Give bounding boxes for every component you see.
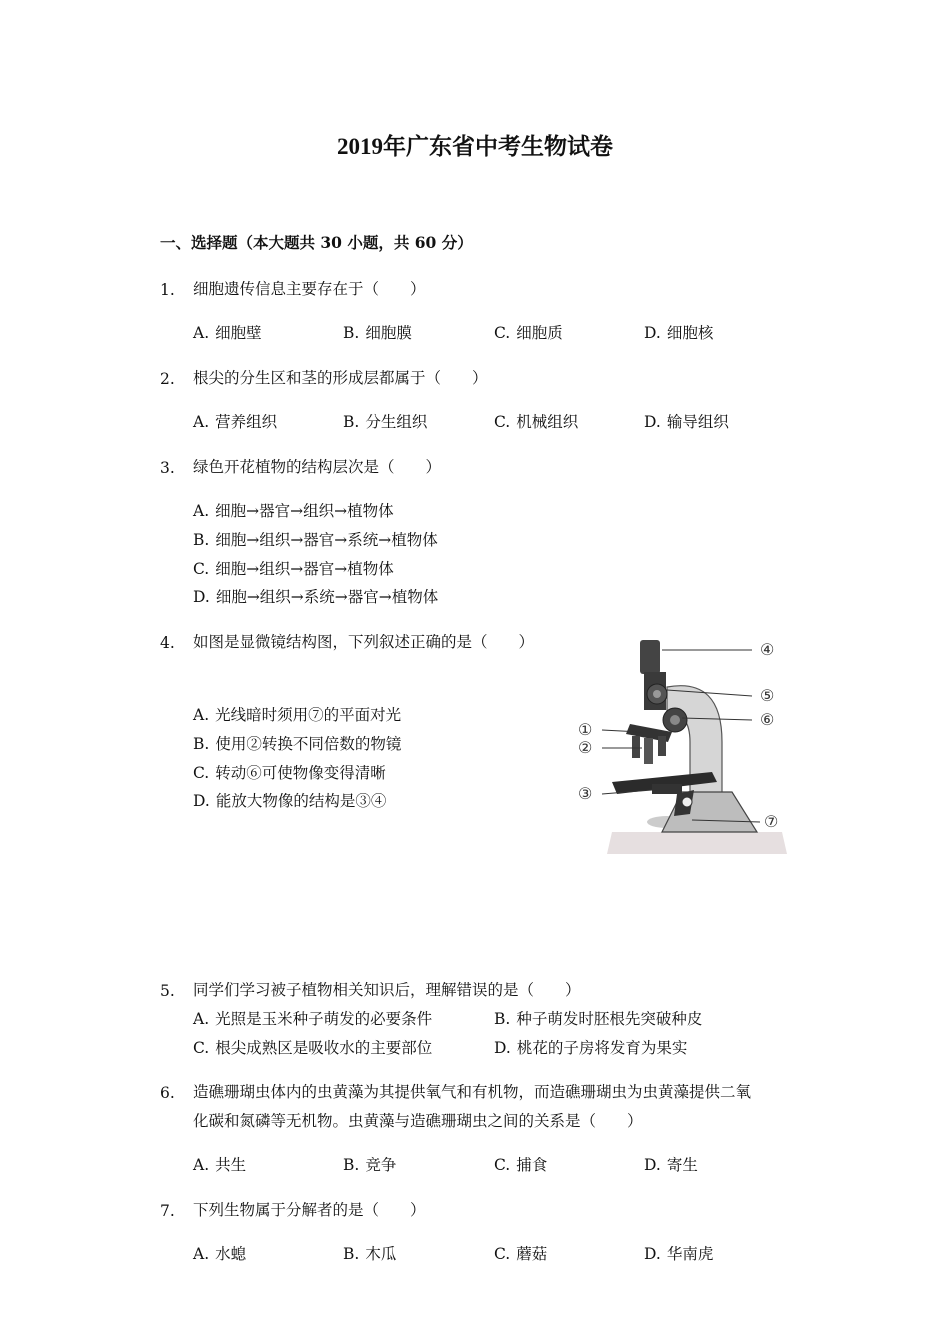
figure-label: ③ [578, 784, 593, 803]
question-stem: 如图是显微镜结构图，下列叙述正确的是（ ） [193, 633, 535, 651]
question-number: 2. [160, 370, 175, 388]
option-d: D. 输导组织 [644, 413, 729, 431]
option-b: B. 竞争 [343, 1156, 397, 1174]
option-b: B. 分生组织 [343, 413, 428, 431]
microscope-figure [572, 632, 790, 862]
page-title: 2019年广东省中考生物试卷 [337, 134, 613, 159]
question-number: 5. [160, 982, 175, 1000]
figure-label: ① [578, 720, 593, 739]
option-c: C. 捕食 [494, 1156, 548, 1174]
question-stem: 下列生物属于分解者的是（ ） [193, 1201, 426, 1219]
option-b: B. 使用②转换不同倍数的物镜 [193, 735, 402, 753]
figure-label: ④ [760, 640, 775, 659]
figure-label: ⑥ [760, 710, 775, 729]
question-number: 1. [160, 281, 175, 299]
option-c: C. 细胞→组织→器官→植物体 [193, 560, 394, 578]
option-c: C. 蘑菇 [494, 1245, 548, 1263]
question-stem: 同学们学习被子植物相关知识后，理解错误的是（ ） [193, 981, 581, 999]
question-number: 4. [160, 634, 175, 652]
option-c: C. 机械组织 [494, 413, 579, 431]
option-b: B. 细胞膜 [343, 324, 412, 342]
figure-label: ⑤ [760, 686, 775, 705]
section-heading: 一、选择题（本大题共 30 小题，共 60 分） [160, 233, 473, 252]
option-a: A. 光照是玉米种子萌发的必要条件 [193, 1010, 433, 1028]
figure-label: ⑦ [764, 812, 779, 831]
option-b: B. 木瓜 [343, 1245, 397, 1263]
option-a: A. 光线暗时须用⑦的平面对光 [193, 706, 402, 724]
question-number: 7. [160, 1202, 175, 1220]
question-stem: 造礁珊瑚虫体内的虫黄藻为其提供氧气和有机物，而造礁珊瑚虫为虫黄藻提供二氧 [193, 1083, 752, 1101]
option-d: D. 细胞→组织→系统→器官→植物体 [193, 588, 439, 606]
question-stem: 细胞遗传信息主要存在于（ ） [193, 280, 426, 298]
question-number: 6. [160, 1084, 175, 1102]
option-a: A. 营养组织 [193, 413, 278, 431]
option-b: B. 种子萌发时胚根先突破种皮 [494, 1010, 703, 1028]
option-b: B. 细胞→组织→器官→系统→植物体 [193, 531, 438, 549]
option-a: A. 共生 [193, 1156, 247, 1174]
option-d: D. 细胞核 [644, 324, 714, 342]
option-c: C. 转动⑥可使物像变得清晰 [193, 764, 386, 782]
option-d: D. 寄生 [644, 1156, 698, 1174]
question-number: 3. [160, 459, 175, 477]
question-stem-continued: 化碳和氮磷等无机物。虫黄藻与造礁珊瑚虫之间的关系是（ ） [193, 1112, 643, 1130]
option-c: C. 细胞质 [494, 324, 563, 342]
option-d: D. 桃花的子房将发育为果实 [494, 1039, 688, 1057]
option-d: D. 华南虎 [644, 1245, 714, 1263]
option-a: A. 细胞→器官→组织→植物体 [193, 502, 394, 520]
figure-label: ② [578, 738, 593, 757]
question-stem: 绿色开花植物的结构层次是（ ） [193, 458, 442, 476]
option-a: A. 水螅 [193, 1245, 247, 1263]
option-a: A. 细胞壁 [193, 324, 262, 342]
option-c: C. 根尖成熟区是吸收水的主要部位 [193, 1039, 433, 1057]
option-d: D. 能放大物像的结构是③④ [193, 792, 387, 810]
question-stem: 根尖的分生区和茎的形成层都属于（ ） [193, 369, 488, 387]
